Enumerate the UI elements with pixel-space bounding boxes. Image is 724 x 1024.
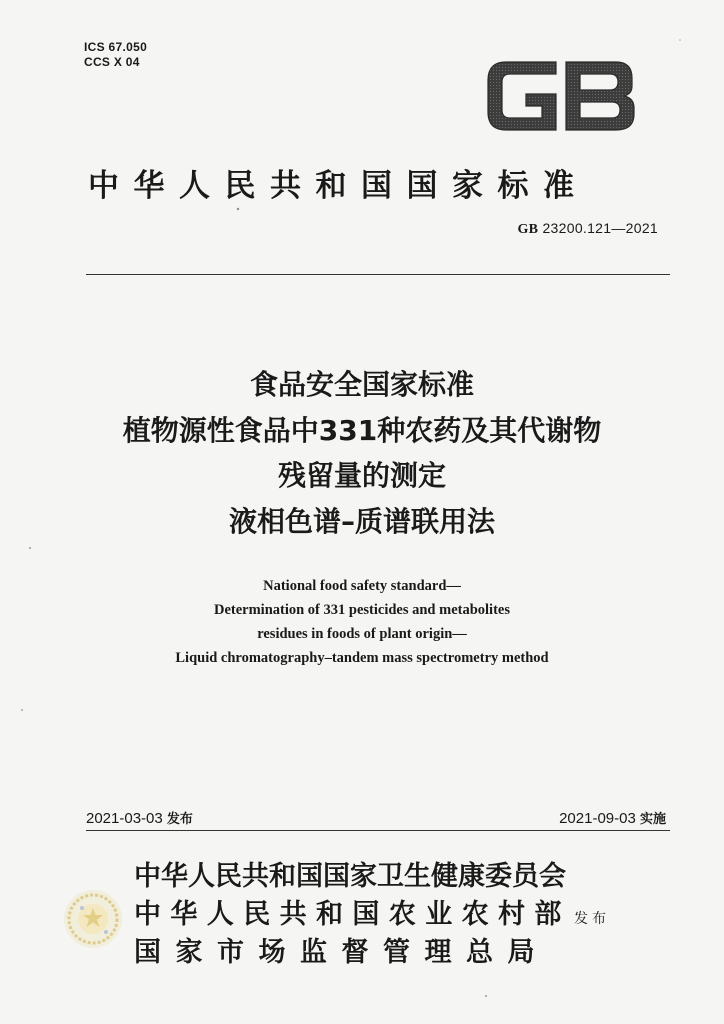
issuing-authorities [134,858,571,972]
chinese-title-line-1: 食品安全国家标准 [249,368,474,401]
issue-date-block [86,808,193,827]
publish-label: 发布 [574,911,610,927]
english-title-line-2: Determination of 331 pesticides and metabolites [213,602,510,618]
issuer-health-commission: 中华人民共和国国家卫生健康委员会 [134,861,566,892]
issuer-market-regulation: 国家市场监督管理总局 [134,937,549,968]
standard-code: 23200.121—2021 [542,220,658,236]
english-title-line-1: National food safety standard— [263,578,461,594]
issue-date: 2021-03-03 [86,810,163,827]
national-emblem-icon [62,888,124,950]
english-title-line-3: residues in foods of plant origin— [257,626,467,642]
effective-date: 2021-09-03 [559,810,636,827]
national-standard-title: 中华人民共和国国家标准 [88,168,589,204]
chinese-title [62,362,662,544]
classification-codes [84,40,147,70]
issue-label: 发布 [166,812,193,827]
standard-prefix: GB [517,222,539,237]
chinese-title-line-4: 液相色谱–质谱联用法 [228,504,495,538]
effective-label: 实施 [639,812,666,827]
standard-number [517,220,658,238]
english-title [62,574,662,670]
ics-code: ICS 67.050 [84,40,148,54]
gb-logo [486,60,636,132]
top-divider [86,274,670,275]
chinese-title-line-3: 残留量的测定 [277,459,446,492]
ccs-code: CCS X 04 [84,55,140,69]
chinese-title-line-2: 植物源性食品中331种农药及其代谢物 [122,413,602,447]
bottom-divider [86,830,670,831]
issuer-agriculture-ministry: 中华人民共和国农业农村部 [134,899,571,930]
english-title-line-4: Liquid chromatography–tandem mass spectrometry method [175,650,549,666]
effective-date-block [559,808,666,827]
